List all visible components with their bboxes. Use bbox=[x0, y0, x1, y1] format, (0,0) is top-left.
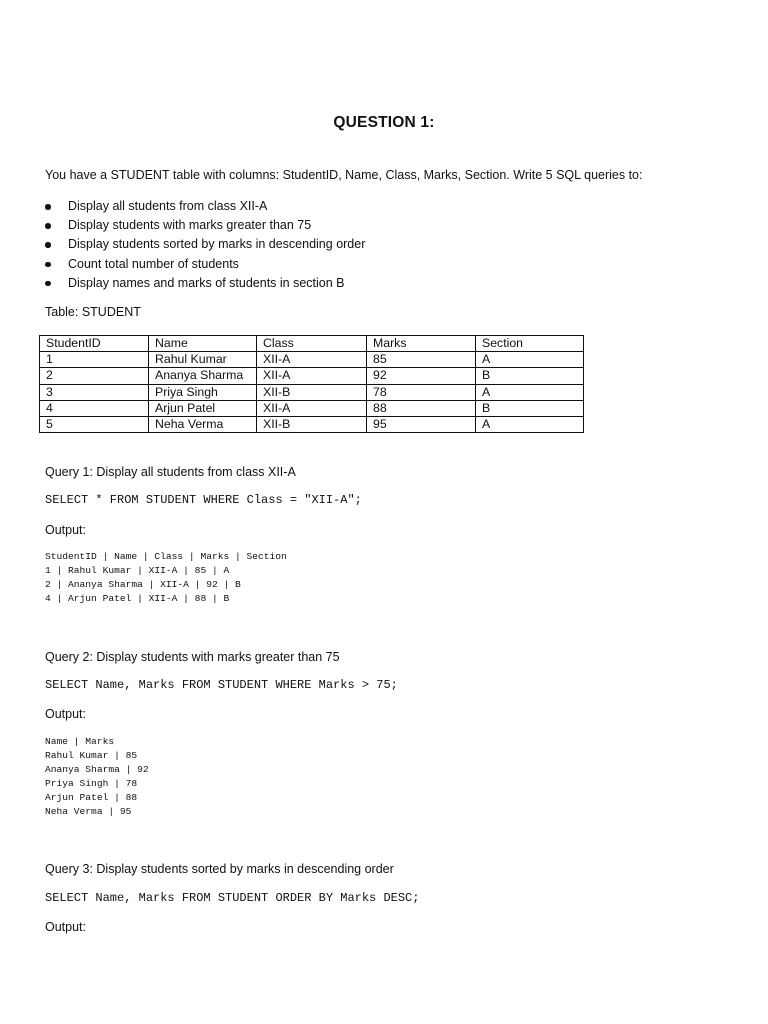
table-cell: XII-B bbox=[257, 417, 367, 433]
table-row bbox=[40, 417, 584, 433]
table-cell: B bbox=[476, 400, 584, 416]
table-cell: 88 bbox=[367, 400, 476, 416]
query-2-output-label: Output: bbox=[45, 707, 86, 721]
table-cell: 85 bbox=[367, 352, 476, 368]
query-1-output-line: 1 | Rahul Kumar | XII-A | 85 | A bbox=[45, 565, 230, 576]
table-cell: 95 bbox=[367, 417, 476, 433]
query-2-heading: Query 2: Display students with marks greater than 75 bbox=[45, 650, 340, 664]
table-header-cell: Class bbox=[257, 336, 367, 352]
table-cell: Neha Verma bbox=[149, 417, 257, 433]
query-2-output-line: Ananya Sharma | 92 bbox=[45, 764, 149, 775]
query-3-output-label: Output: bbox=[45, 920, 86, 934]
table-cell: Priya Singh bbox=[149, 384, 257, 400]
table-cell: 92 bbox=[367, 368, 476, 384]
query-2-sql: SELECT Name, Marks FROM STUDENT WHERE Marks > 75; bbox=[45, 678, 398, 692]
bullet-icon bbox=[45, 204, 51, 210]
table-cell: 4 bbox=[40, 400, 149, 416]
table-cell: A bbox=[476, 352, 584, 368]
table-header-cell: Marks bbox=[367, 336, 476, 352]
table-cell: A bbox=[476, 417, 584, 433]
table-row bbox=[40, 368, 584, 384]
table-cell: Rahul Kumar bbox=[149, 352, 257, 368]
query-1-output-line: StudentID | Name | Class | Marks | Section bbox=[45, 551, 287, 562]
table-header-cell: StudentID bbox=[40, 336, 149, 352]
query-1-sql: SELECT * FROM STUDENT WHERE Class = "XII-A"; bbox=[45, 493, 362, 507]
student-table bbox=[39, 335, 584, 433]
query-2-output-line: Priya Singh | 78 bbox=[45, 778, 138, 789]
query-1-output-line: 2 | Ananya Sharma | XII-A | 92 | B bbox=[45, 579, 241, 590]
table-cell: 2 bbox=[40, 368, 149, 384]
question-title: QUESTION 1: bbox=[333, 114, 435, 131]
task-item: Display students with marks greater than 75 bbox=[45, 216, 365, 235]
table-cell: XII-A bbox=[257, 352, 367, 368]
task-item: Count total number of students bbox=[45, 255, 365, 274]
task-item: Display students sorted by marks in descending order bbox=[45, 235, 365, 254]
table-cell: A bbox=[476, 384, 584, 400]
query-2-output-line: Arjun Patel | 88 bbox=[45, 792, 138, 803]
task-item: Display names and marks of students in section B bbox=[45, 274, 365, 293]
table-cell: 78 bbox=[367, 384, 476, 400]
query-1-output-label: Output: bbox=[45, 523, 86, 537]
bullet-icon bbox=[45, 223, 51, 229]
table-cell: 1 bbox=[40, 352, 149, 368]
query-2-output-line: Rahul Kumar | 85 bbox=[45, 750, 138, 761]
table-cell: XII-B bbox=[257, 384, 367, 400]
task-item: Display all students from class XII-A bbox=[45, 197, 365, 216]
table-cell: 5 bbox=[40, 417, 149, 433]
table-header-row bbox=[40, 336, 584, 352]
table-header-cell: Section bbox=[476, 336, 584, 352]
table-cell: Ananya Sharma bbox=[149, 368, 257, 384]
table-row bbox=[40, 384, 584, 400]
table-row bbox=[40, 400, 584, 416]
table-row bbox=[40, 352, 584, 368]
table-cell: Arjun Patel bbox=[149, 400, 257, 416]
query-2-output-line: Name | Marks bbox=[45, 736, 115, 747]
query-1-heading: Query 1: Display all students from class XII-A bbox=[45, 465, 296, 479]
question-intro: You have a STUDENT table with columns: StudentID, Name, Class, Marks, Section. Write 5 SQL queries to: bbox=[45, 168, 643, 182]
bullet-icon bbox=[45, 281, 51, 287]
query-1-output-line: 4 | Arjun Patel | XII-A | 88 | B bbox=[45, 593, 230, 604]
table-cell: B bbox=[476, 368, 584, 384]
query-2-output-line: Neha Verma | 95 bbox=[45, 806, 132, 817]
bullet-icon bbox=[45, 262, 51, 268]
table-cell: 3 bbox=[40, 384, 149, 400]
task-list bbox=[45, 197, 365, 293]
table-cell: XII-A bbox=[257, 400, 367, 416]
table-cell: XII-A bbox=[257, 368, 367, 384]
table-caption: Table: STUDENT bbox=[45, 305, 141, 319]
query-3-heading: Query 3: Display students sorted by marks in descending order bbox=[45, 862, 394, 876]
bullet-icon bbox=[45, 242, 51, 248]
query-3-sql: SELECT Name, Marks FROM STUDENT ORDER BY Marks DESC; bbox=[45, 891, 420, 905]
table-header-cell: Name bbox=[149, 336, 257, 352]
